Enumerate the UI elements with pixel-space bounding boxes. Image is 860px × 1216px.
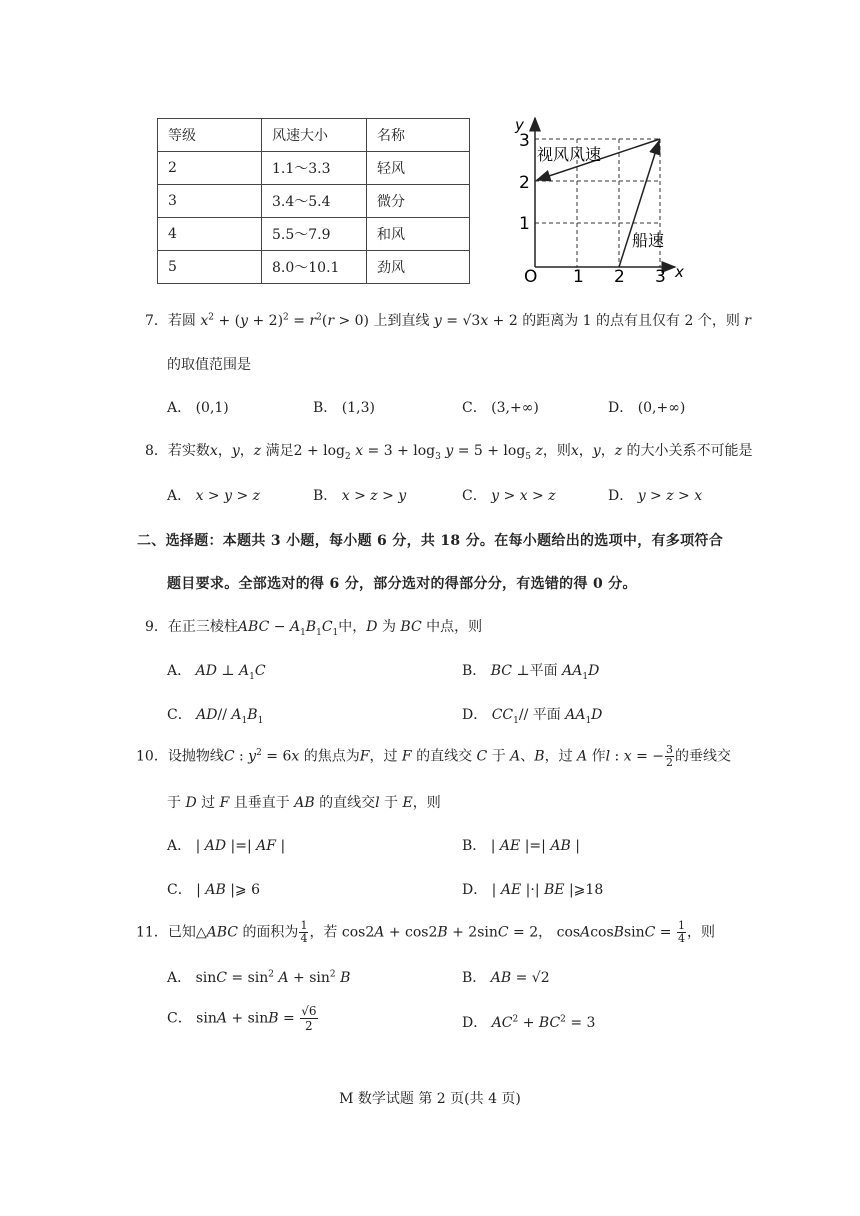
table-cell: 劲风: [367, 251, 470, 284]
question-number: 10．: [136, 748, 168, 765]
option-b: B． | AE |=| AB |: [462, 838, 580, 854]
wind-table: [157, 118, 470, 284]
option-c: C． y > x > z: [462, 488, 556, 504]
table-row: [158, 251, 470, 284]
option-d: D． $CC_1//$ 平面 $AA_1D$: [462, 707, 603, 726]
table-cell: 1.1～3.3: [262, 152, 367, 185]
option-c: C． sinA + sinB = $\frac{√6}{2}$: [167, 1004, 317, 1033]
y-tick-label: 3: [519, 131, 530, 151]
section-heading: 题目要求。全部选对的得 6 分，部分选对的得部分分，有选错的得 0 分。: [167, 576, 637, 592]
table-header-cell: 风速大小: [262, 119, 367, 152]
option-d: D． y > z > x: [608, 488, 703, 504]
table-row: [158, 185, 470, 218]
x-tick-label: 2: [614, 267, 625, 287]
question-text: 的取值范围是: [167, 357, 251, 373]
question-7: 7．若圆 $x^2 + (y + 2)^2 = r^2(r > 0)$ 上到直线 y = √3x + 2 的距离为 1 的点有且仅有 2 个，则 r: [145, 312, 751, 329]
option-c: C． (3,+∞): [462, 400, 539, 416]
question-number: 8．: [145, 443, 168, 459]
question-number: 9．: [145, 619, 168, 635]
table-row: [158, 152, 470, 185]
question-11: 11．已知△ABC 的面积为 $\frac{1}{4}$ ，若 cos2A + cos2B + 2sinC = 2， cosAcosBsinC = $\frac{1}{4}$ ，则: [136, 919, 715, 945]
table-header-cell: 等级: [158, 119, 262, 152]
option-c: C． | AB |⩾ 6: [167, 882, 261, 898]
question-number: 7．: [145, 313, 168, 329]
x-axis-label: x: [675, 263, 684, 281]
option-a: A． | AD |=| AF |: [167, 838, 286, 854]
ship-speed-label: 船速: [632, 231, 665, 250]
y-axis-label: y: [515, 116, 524, 134]
table-cell: 轻风: [367, 152, 470, 185]
question-text: 于 D 过 F 且垂直于 AB 的直线交l 于 E，则: [167, 795, 441, 811]
table-cell: 5: [158, 251, 262, 284]
table-cell: 8.0～10.1: [262, 251, 367, 284]
y-tick-label: 2: [519, 173, 530, 193]
variable: r: [744, 313, 751, 329]
table-cell: 和风: [367, 218, 470, 251]
table-cell: 3.4～5.4: [262, 185, 367, 218]
option-d: D． | AE |·| BE |⩾18: [462, 882, 604, 898]
question-8: 8．若实数x，y，z 满足$2 + \log_2 x = 3 + \log_3 y = 5 + \log_5 z$，则x，y，z 的大小关系不可能是: [145, 443, 753, 462]
page-footer: M 数学试题 第 2 页(共 4 页): [339, 1091, 521, 1107]
question-9: 9．在正三棱柱ABC − $A_1B_1C_1$中，D 为 BC 中点，则: [145, 619, 483, 638]
option-a: A． x > y > z: [167, 488, 261, 504]
option-b: B． (1,3): [313, 400, 375, 416]
y-tick-label: 1: [519, 214, 530, 234]
table-cell: 4: [158, 218, 262, 251]
wind-vector-figure: [505, 112, 705, 287]
option-d: D． (0,+∞): [608, 400, 686, 416]
option-c: C． AD// $A_1B_1$: [167, 707, 264, 726]
question-number: 11．: [136, 924, 168, 941]
question-text: 上到直线: [373, 313, 430, 329]
table-cell: 5.5～7.9: [262, 218, 367, 251]
table-cell: 3: [158, 185, 262, 218]
x-tick-label: 1: [573, 267, 584, 287]
origin-label: O: [524, 267, 538, 287]
question-10: 10．设抛物线C : $y^2 = 6x$ 的焦点为F，过 F 的直线交 C 于 A、B，过 A 作l : x = − $\frac{3}{2}$ 的垂线交: [136, 743, 731, 769]
option-a: A． (0,1): [167, 400, 229, 416]
option-d: D． $AC^2 + BC^2 = 3$: [462, 1014, 596, 1031]
option-b: B． x > z > y: [313, 488, 407, 504]
option-a: A． $\sin C = \sin^2 A + \sin^2 B$: [167, 969, 351, 986]
option-a: A． AD ⊥ $A_1C$: [167, 663, 266, 682]
option-b: B． AB = √2: [462, 970, 550, 986]
table-header-cell: 名称: [367, 119, 470, 152]
x-tick-label: 3: [655, 267, 666, 287]
table-cell: 微分: [367, 185, 470, 218]
question-text: 的距离为 1 的点有且仅有 2 个，则: [522, 313, 740, 329]
apparent-wind-label: 视风风速: [537, 145, 602, 164]
table-header-row: [158, 119, 470, 152]
table-cell: 2: [158, 152, 262, 185]
table-row: [158, 218, 470, 251]
option-b: B． BC ⊥平面 $AA_1D$: [462, 663, 600, 682]
section-heading: 二、选择题：本题共 3 小题，每小题 6 分，共 18 分。在每小题给出的选项中，有多项符合: [137, 533, 724, 549]
question-text: 若圆: [167, 313, 196, 329]
